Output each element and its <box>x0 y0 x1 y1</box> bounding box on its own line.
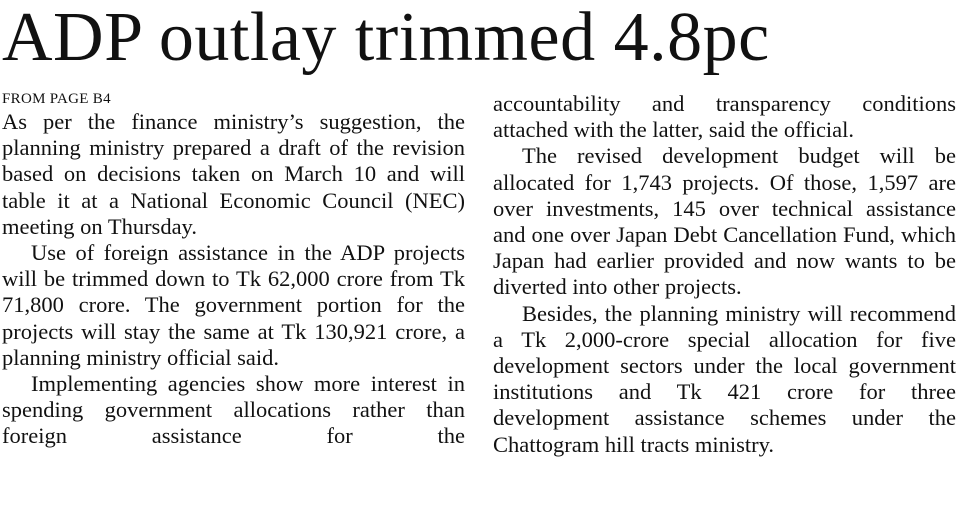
paragraph: Use of foreign assistance in the ADP projects will be trimmed down to Tk 62,000 crore from Tk 71,800 crore. The government portion for the projects will stay the same at Tk 130,921 crore, a planning ministry official said. <box>2 240 465 370</box>
headline: ADP outlay trimmed 4.8pc <box>2 0 770 76</box>
paragraph: Besides, the planning ministry will recommend a Tk 2,000-crore special allocation for five development sectors under the local government institutions and Tk 421 crore for three development assistance schemes under the Chattogram hill tracts ministry. <box>493 300 956 457</box>
jump-line: FROM PAGE B4 <box>2 91 111 107</box>
paragraph: The revised development budget will be allocated for 1,743 projects. Of those, 1,597 are over investments, 145 over technical assistance and one over Japan Debt Cancellation Fund, which Japan had earlier provided and now wants to be diverted into other projects. <box>493 143 956 300</box>
paragraph: As per the finance ministry’s suggestion, the planning ministry prepared a draft of the revision based on decisions taken on March 10 and will table it at a National Economic Council (NEC) meeting on Thursday. <box>2 109 465 239</box>
paragraph-continued: accountability and transparency conditions attached with the latter, said the official. <box>493 91 956 143</box>
article-column-left <box>2 91 465 450</box>
article-column-right <box>493 91 956 458</box>
paragraph: Implementing agencies show more interest in spending government allocations rather than foreign assistance for the <box>2 371 465 449</box>
